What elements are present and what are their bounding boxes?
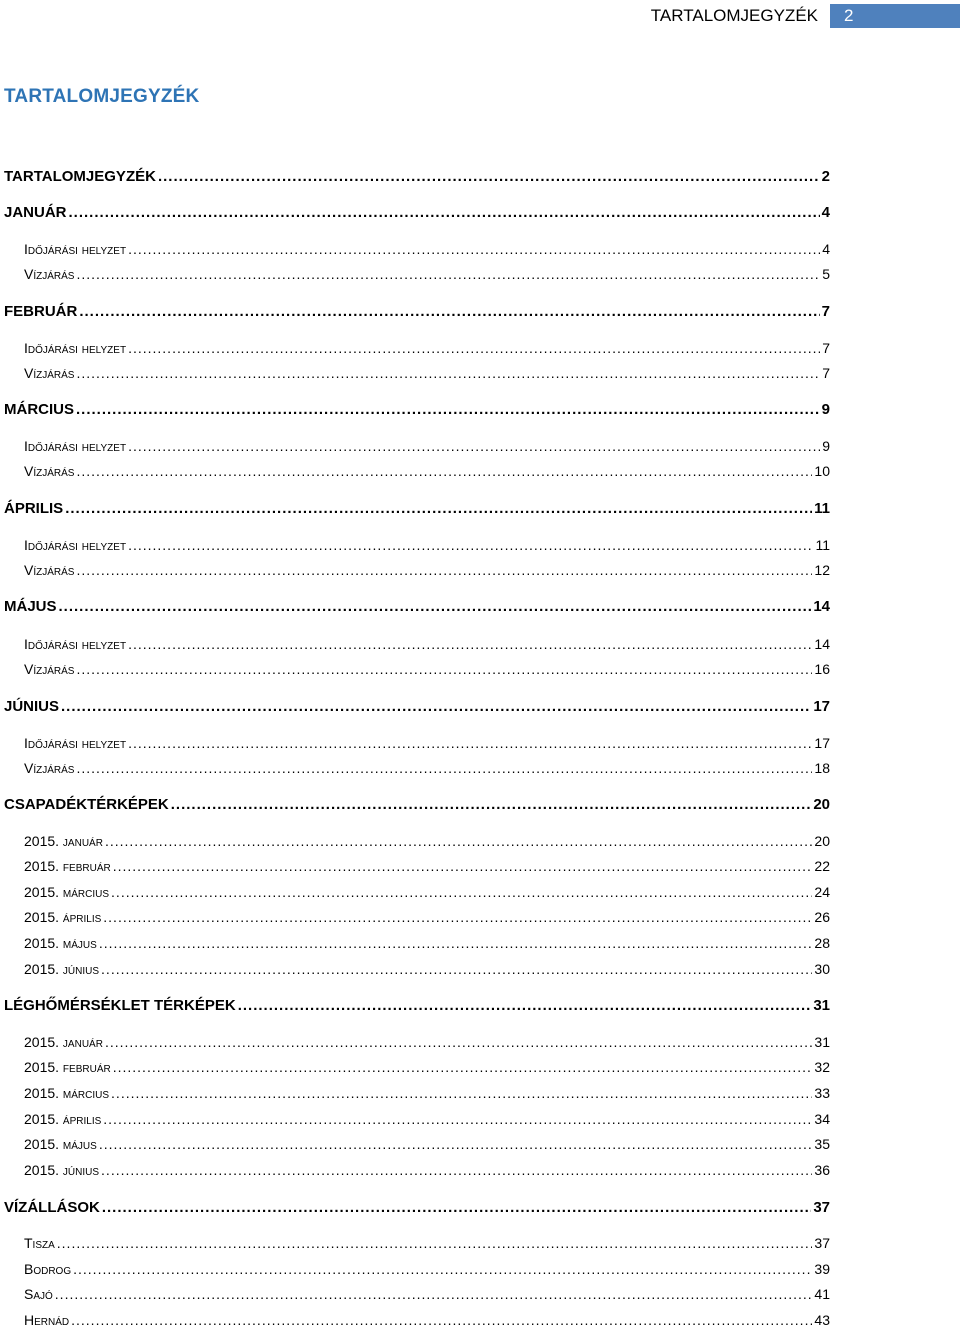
toc-entry-page: 31 [813,997,830,1014]
header-page-number: 2 [830,4,960,28]
toc-dot-leader [76,661,812,677]
toc-dot-leader [59,598,812,615]
header-title: TARTALOMJEGYZÉK [650,6,818,25]
toc-entry-label: Vízjárás [24,266,75,282]
toc-entry[interactable] [24,760,830,782]
toc-dot-leader [128,438,820,454]
toc-entry[interactable] [24,735,830,757]
toc-entry-page: 14 [813,598,830,615]
toc-entry-page: 37 [814,1235,830,1251]
toc-dot-leader [158,168,820,185]
toc-entry[interactable] [4,401,830,423]
toc-dot-leader [57,1235,813,1251]
toc-entry-page: 2 [821,168,830,185]
toc-dot-leader [73,1261,812,1277]
toc-entry[interactable] [24,1034,830,1056]
toc-dot-leader [128,241,820,257]
toc-entry-label: 2015. április [24,909,102,925]
toc-entry-label: 2015. március [24,884,110,900]
toc-dot-leader [79,303,819,320]
toc-entry-page: 36 [814,1162,830,1178]
toc-entry-page: 11 [814,500,830,517]
toc-entry-page: 4 [822,241,830,257]
toc-dot-leader [101,961,812,977]
toc-entry-page: 7 [822,340,830,356]
toc-entry-page: 39 [814,1261,830,1277]
toc-entry-page: 31 [814,1034,830,1050]
toc-entry-label: CSAPADÉKTÉRKÉPEK [4,796,169,813]
toc-entry-page: 24 [814,884,830,900]
toc-dot-leader [128,735,812,751]
toc-entry-page: 16 [814,661,830,677]
toc-entry[interactable] [24,1085,830,1107]
toc-entry-page: 41 [814,1286,830,1302]
toc-entry[interactable] [24,365,830,387]
toc-entry[interactable] [24,537,830,559]
toc-entry-page: 32 [814,1059,830,1075]
toc-entry[interactable] [4,598,830,620]
toc-entry-label: 2015. március [24,1085,110,1101]
toc-entry-label: TARTALOMJEGYZÉK [4,168,156,185]
toc-dot-leader [76,401,820,418]
toc-entry[interactable] [24,438,830,460]
toc-entry-label: Időjárási helyzet [24,636,127,652]
toc-dot-leader [111,884,812,900]
toc-entry[interactable] [24,858,830,880]
toc-entry-page: 9 [821,401,830,418]
toc-entry[interactable] [4,204,830,226]
toc-entry-page: 10 [814,463,830,479]
toc-entry[interactable] [24,340,830,362]
toc-entry[interactable] [24,1136,830,1158]
toc-entry[interactable] [4,997,830,1019]
toc-entry-page: 30 [814,961,830,977]
toc-entry-label: Vízjárás [24,760,75,776]
toc-entry-label: Vízjárás [24,365,75,381]
toc-dot-leader [71,1312,812,1328]
toc-dot-leader [171,796,812,813]
toc-entry-label: 2015. május [24,935,97,951]
toc-entry-label: JÚNIUS [4,698,60,715]
toc-dot-leader [61,698,811,715]
toc-entry-page: 7 [822,365,830,381]
toc-entry-page: 37 [813,1199,830,1216]
toc-dot-leader [111,1085,812,1101]
toc-entry[interactable] [4,698,830,720]
toc-dot-leader [113,1059,813,1075]
toc-entry-label: LÉGHŐMÉRSÉKLET TÉRKÉPEK [4,997,236,1014]
toc-entry-label: FEBRUÁR [4,303,78,320]
toc-entry[interactable] [4,796,830,818]
toc-dot-leader [103,1111,812,1127]
toc-dot-leader [76,365,820,381]
toc-dot-leader [128,537,813,553]
toc-entry[interactable] [4,303,830,325]
toc-entry-label: 2015. június [24,1162,100,1178]
toc-entry-page: 7 [821,303,830,320]
toc-entry-label: Vízjárás [24,463,75,479]
toc-entry-page: 9 [822,438,830,454]
toc-entry-label: Bodrog [24,1261,72,1277]
toc-entry[interactable] [24,1235,830,1257]
toc-entry[interactable] [24,884,830,906]
toc-entry-label: Időjárási helyzet [24,340,127,356]
toc-dot-leader [76,266,820,282]
toc-entry-page: 35 [814,1136,830,1152]
toc-entry-label: Időjárási helyzet [24,537,127,553]
toc-entry-label: 2015. június [24,961,100,977]
toc-entry[interactable] [24,935,830,957]
toc-entry-label: 2015. április [24,1111,102,1127]
toc-entry-page: 34 [814,1111,830,1127]
toc-dot-leader [65,500,812,517]
toc-entry-page: 17 [813,698,830,715]
toc-entry-label: Tisza [24,1235,55,1251]
toc-dot-leader [76,760,812,776]
page-title: TARTALOMJEGYZÉK [4,86,200,107]
toc-entry[interactable] [24,562,830,584]
toc-entry-label: JANUÁR [4,204,67,221]
toc-entry[interactable] [24,1059,830,1081]
toc-entry-page: 22 [814,858,830,874]
toc-entry-label: MÁJUS [4,598,57,615]
toc-entry[interactable] [24,241,830,263]
toc-dot-leader [69,204,820,221]
toc-entry-page: 17 [814,735,830,751]
toc-dot-leader [128,340,820,356]
toc-entry[interactable] [4,500,830,522]
toc-dot-leader [76,562,812,578]
toc-entry-page: 14 [814,636,830,652]
toc-dot-leader [99,1136,813,1152]
toc-entry-label: Vízjárás [24,661,75,677]
toc-entry-page: 20 [813,796,830,813]
toc-entry[interactable] [4,1199,830,1221]
toc-entry[interactable] [24,961,830,983]
toc-dot-leader [103,909,812,925]
toc-entry-label: ÁPRILIS [4,500,64,517]
toc-entry-page: 4 [821,204,830,221]
toc-entry[interactable] [24,1261,830,1283]
toc-entry-page: 5 [822,266,830,282]
toc-entry-page: 43 [814,1312,830,1328]
toc-dot-leader [113,858,813,874]
toc-entry-page: 33 [814,1085,830,1101]
toc-entry-label: Időjárási helyzet [24,735,127,751]
toc-entry-label: VÍZÁLLÁSOK [4,1199,100,1216]
toc-dot-leader [99,935,813,951]
toc-entry-label: 2015. február [24,1059,111,1075]
toc-entry[interactable] [24,463,830,485]
toc-entry-label: 2015. január [24,833,103,849]
toc-dot-leader [105,833,812,849]
toc-entry[interactable] [24,1111,830,1133]
toc-entry-page: 28 [814,935,830,951]
toc-entry[interactable] [24,1286,830,1308]
toc-dot-leader [238,997,812,1014]
toc-entry-page: 26 [814,909,830,925]
toc-dot-leader [76,463,812,479]
toc-entry[interactable] [4,168,830,190]
toc-dot-leader [105,1034,812,1050]
toc-entry-page: 12 [814,562,830,578]
toc-entry-label: Vízjárás [24,562,75,578]
toc-entry-label: Időjárási helyzet [24,241,127,257]
toc-dot-leader [55,1286,813,1302]
toc-dot-leader [102,1199,811,1216]
toc-entry[interactable] [24,266,830,288]
toc-entry-label: Időjárási helyzet [24,438,127,454]
toc-entry-label: Hernád [24,1312,70,1328]
toc-entry-label: Sajó [24,1286,53,1302]
toc-entry-label: 2015. május [24,1136,97,1152]
toc-entry-label: 2015. február [24,858,111,874]
toc-entry[interactable] [24,636,830,658]
toc-entry[interactable] [24,833,830,855]
toc-entry[interactable] [24,1162,830,1184]
toc-entry-page: 11 [815,537,830,553]
toc-entry[interactable] [24,909,830,931]
toc-entry-page: 20 [814,833,830,849]
toc-dot-leader [101,1162,812,1178]
toc-dot-leader [128,636,812,652]
toc-entry-label: MÁRCIUS [4,401,74,418]
toc-entry-label: 2015. január [24,1034,103,1050]
toc-entry-page: 18 [814,760,830,776]
toc-entry[interactable] [24,661,830,683]
